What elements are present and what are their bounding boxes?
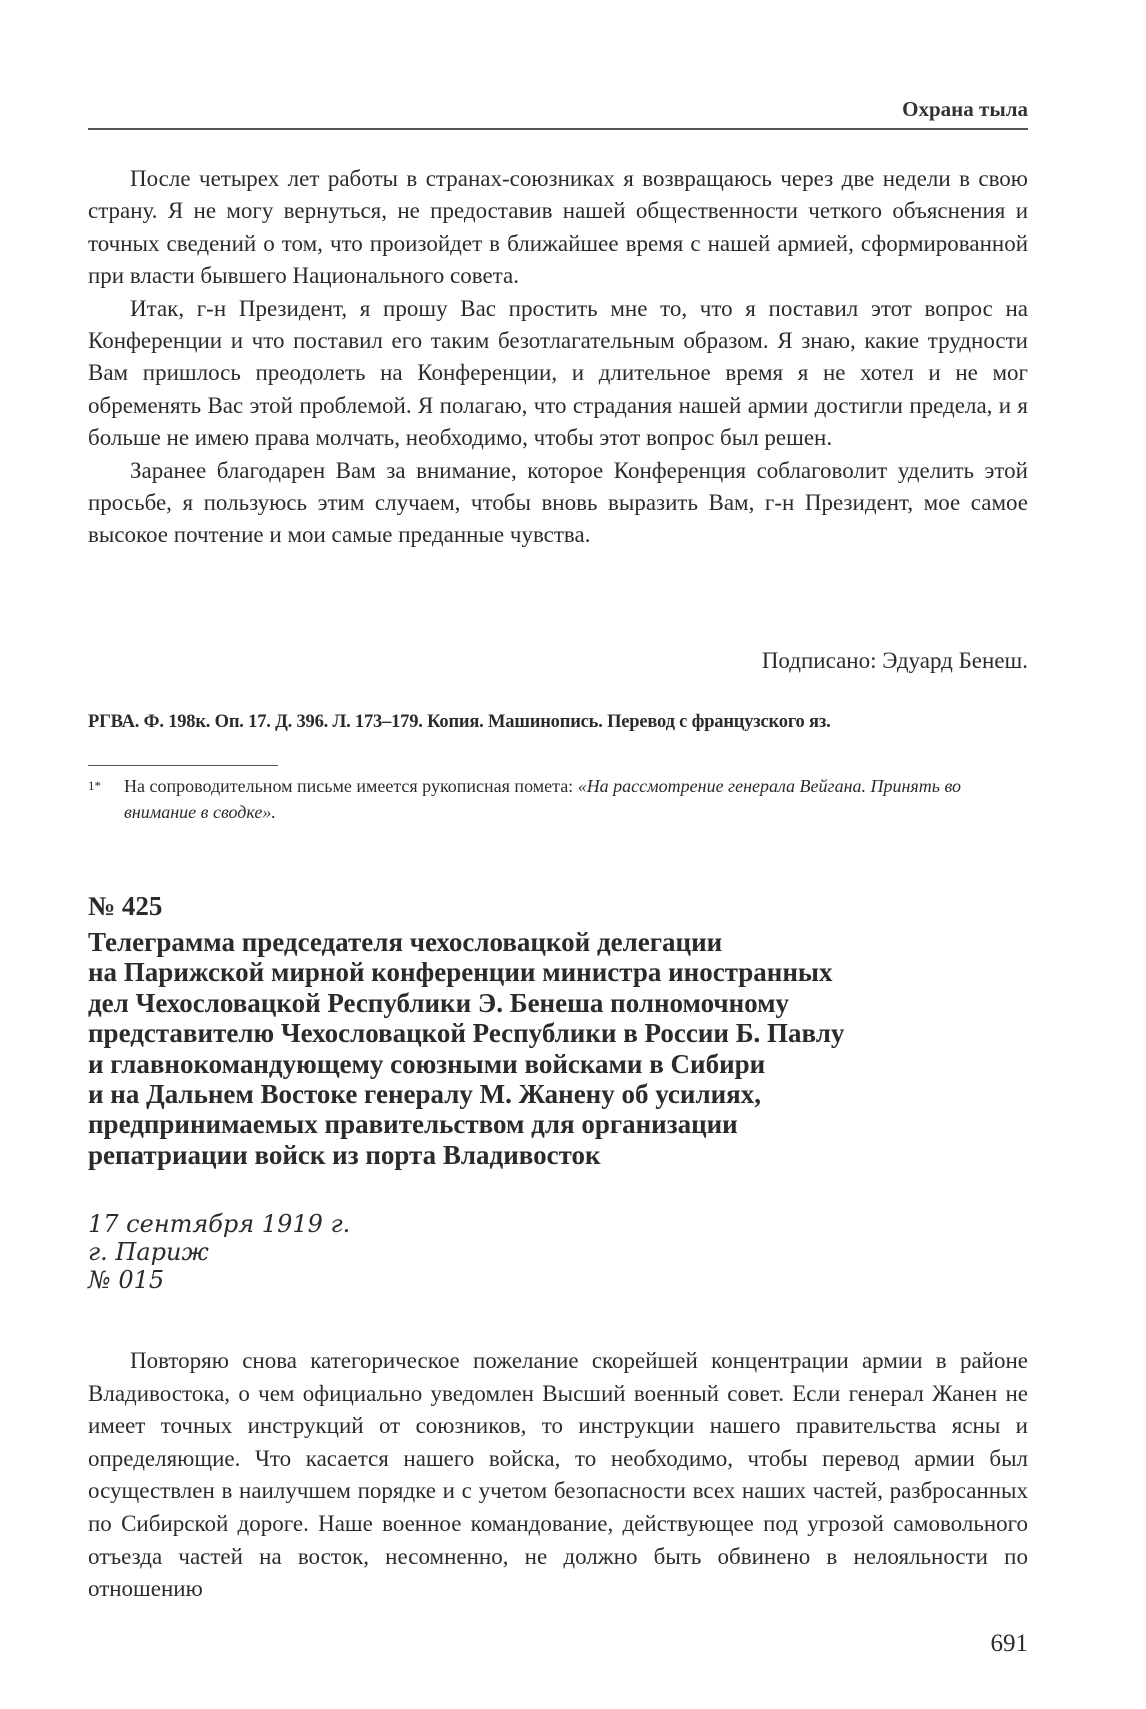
paragraph: Заранее благодарен Вам за внимание, которое Конференция соблаговолит уделить этой просьбе, я пользуюсь этим случаем, чтобы вновь выразить Вам, г-н Президент, мое самое высокое почтение и мои самые преданные чувства.: [88, 457, 1028, 548]
document-place: г. Париж: [88, 1238, 209, 1266]
title-line: на Парижской мирной конференции министра иностранных: [88, 957, 833, 988]
previous-document-body: [88, 163, 1028, 552]
document-date: 17 сентября 1919 г.: [88, 1210, 351, 1238]
paragraph: После четырех лет работы в странах-союзниках я возвращаюсь через две недели в свою страну. Я не могу вернуться, не предоставив нашей общественности четкого объяснения и точных сведений о том, что произойдет в ближайшее время с нашей армией, сформированной при власти бывшего Национального совета.: [88, 166, 1028, 289]
paragraph: Итак, г-н Президент, я прошу Вас простить мне то, что я поставил этот вопрос на Конференции и что поставил его таким безотлагательным образом. Я знаю, какие трудности Вам пришлось преодолеть на Конференции, и длительное время я не хотел и не мог обременять Вас этой проблемой. Я полагаю, что страдания нашей армии достигли предела, и я больше не имею права молчать, необходимо, чтобы этот вопрос был решен.: [88, 295, 1028, 451]
footnote-rule: [88, 765, 278, 766]
footnote-text-italic: «На рассмотрение генерала Вейгана. Принять во внимание в сводке».: [124, 776, 962, 822]
footnote-mark: 1*: [88, 778, 101, 793]
outgoing-number: № 015: [88, 1266, 165, 1294]
document-number: № 425: [88, 891, 163, 921]
archive-reference: РГВА. Ф. 198к. Оп. 17. Д. 396. Л. 173–179. Копия. Машинопись. Перевод с французского яз.: [88, 712, 831, 732]
footnote-text: [124, 773, 1028, 825]
header-rule: [88, 128, 1028, 130]
document-body: [88, 1345, 1028, 1606]
title-line: репатриации войск из порта Владивосток: [88, 1139, 601, 1170]
footnote: [88, 773, 1028, 825]
title-line: предпринимаемых правительством для организации: [88, 1109, 738, 1140]
title-line: дел Чехословацкой Республики Э. Бенеша полномочному: [88, 987, 790, 1018]
title-line: и главнокомандующему союзными войсками в Сибири: [88, 1048, 766, 1079]
page-number: 691: [990, 1630, 1028, 1657]
title-line: и на Дальнем Востоке генералу М. Жанену об усилиях,: [88, 1079, 762, 1110]
footnote-text-plain: На сопроводительном письме имеется рукописная помета:: [124, 776, 578, 796]
running-head: Охрана тыла: [902, 97, 1028, 121]
title-line: представителю Чехословацкой Республики в России Б. Павлу: [88, 1018, 845, 1049]
document-meta: [88, 1210, 350, 1294]
document-title: [88, 927, 888, 1170]
paragraph: Повторяю снова категорическое пожелание скорейшей концентрации армии в районе Владивостока, о чем официально уведомлен Высший военный совет. Если генерал Жанен не имеет точных инструкций от союзников, то инструкции нашего правительства ясны и определяющие. Что касается нашего войска, то необходимо, чтобы перевод армии был осуществлен в наилучшем порядке и с учетом безопасности всех наших частей, разбросанных по Сибирской дороге. Наше военное командование, действующее под угрозой самовольного отъезда частей на восток, несомненно, не должно быть обвинено в нелояльности по отношению: [88, 1348, 1028, 1602]
title-line: Телеграмма председателя чехословацкой делегации: [88, 927, 723, 957]
signature: Подписано: Эдуард Бенеш.: [761, 648, 1028, 673]
